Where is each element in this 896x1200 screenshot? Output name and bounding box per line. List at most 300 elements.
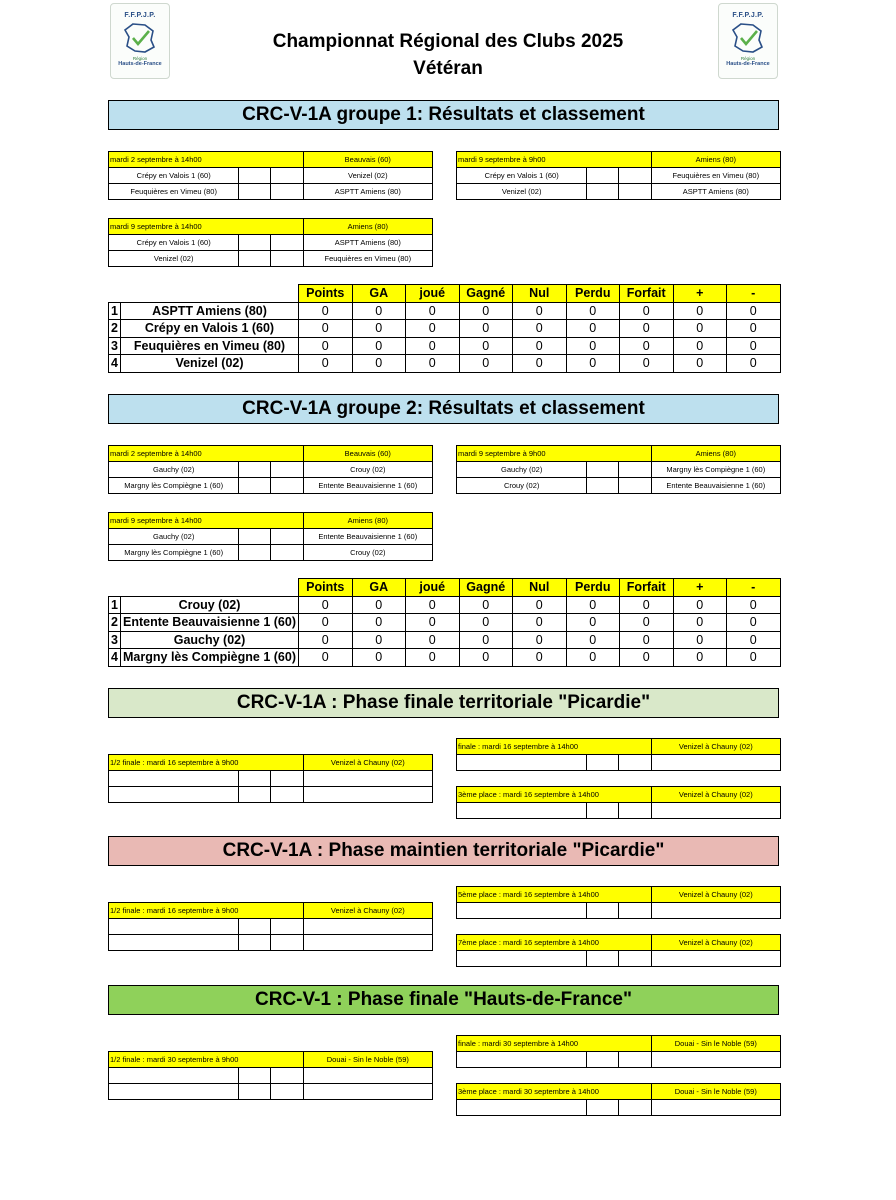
home-team: Gauchy (02) [109,462,239,478]
away-team: Entente Beauvaisienne 1 (60) [303,529,432,545]
home-team [457,803,587,819]
away-score-cell [271,462,303,478]
stat-value: 0 [299,596,353,614]
standings-row [109,596,781,614]
standings-column-header: Perdu [566,285,620,303]
match-table [456,445,781,494]
match-date: 1/2 finale : mardi 16 septembre à 9h00 [109,755,304,771]
away-team [651,803,780,819]
match-date: mardi 2 septembre à 14h00 [109,446,304,462]
match-row [109,235,433,251]
stat-value: 0 [620,649,674,667]
home-score-cell [239,529,271,545]
standings-column-header: Points [299,285,353,303]
match-date: 1/2 finale : mardi 30 septembre à 9h00 [109,1052,304,1068]
home-team [457,903,587,919]
home-team [109,935,239,951]
away-score-cell [271,771,303,787]
match-row [109,545,433,561]
home-score-cell [587,184,619,200]
away-team [303,1068,432,1084]
match-date: mardi 9 septembre à 14h00 [109,513,304,529]
stat-value: 0 [673,596,727,614]
stat-value: 0 [513,320,567,338]
match-date: finale : mardi 30 septembre à 14h00 [457,1036,652,1052]
rank: 4 [109,649,121,667]
match-row [109,184,433,200]
away-score-cell [619,462,651,478]
rank: 3 [109,631,121,649]
placement-match-table [456,1083,781,1116]
away-score-cell [619,755,651,771]
stat-value: 0 [513,649,567,667]
standings-column-header: GA [352,285,406,303]
match-venue: Venizel à Chauny (02) [303,755,432,771]
match-venue: Beauvais (60) [303,152,432,168]
team-name: Crépy en Valois 1 (60) [121,320,299,338]
away-score-cell [271,235,303,251]
stat-value: 0 [299,337,353,355]
stat-value: 0 [620,320,674,338]
stat-value: 0 [406,337,460,355]
rank: 2 [109,614,121,632]
stat-value: 0 [352,320,406,338]
logo-org: F.F.P.J.P. [124,12,156,19]
home-team: Margny lès Compiègne 1 (60) [109,478,239,494]
away-team: Crouy (02) [303,545,432,561]
stat-value: 0 [727,596,781,614]
home-score-cell [239,771,271,787]
rank: 2 [109,320,121,338]
match-row [109,529,433,545]
match-row [109,1068,433,1084]
stat-value: 0 [673,649,727,667]
home-score-cell [587,478,619,494]
stat-value: 0 [673,320,727,338]
match-header [457,152,781,168]
stat-value: 0 [673,355,727,373]
stat-value: 0 [459,302,513,320]
match-header [457,1036,781,1052]
stat-value: 0 [566,355,620,373]
stat-value: 0 [459,614,513,632]
away-team: Margny lès Compiègne 1 (60) [651,462,780,478]
stat-value: 0 [459,631,513,649]
home-score-cell [239,251,271,267]
stat-value: 0 [352,631,406,649]
rank: 4 [109,355,121,373]
away-score-cell [271,1084,303,1100]
blank-cell [109,285,299,303]
home-score-cell [239,1068,271,1084]
stat-value: 0 [513,614,567,632]
logo-region: Hauts-de-France [118,61,162,67]
standings-column-header: + [673,579,727,597]
away-score-cell [271,184,303,200]
standings-header [109,579,781,597]
stat-value: 0 [727,614,781,632]
match-venue: Amiens (80) [651,446,780,462]
stat-value: 0 [727,631,781,649]
placement-match-table [456,738,781,771]
stat-value: 0 [566,302,620,320]
match-venue: Venizel à Chauny (02) [651,887,780,903]
home-score-cell [239,168,271,184]
away-team: Feuquières en Vimeu (80) [303,251,432,267]
away-score-cell [271,251,303,267]
stat-value: 0 [299,614,353,632]
standings-column-header: Forfait [620,579,674,597]
team-name: Feuquières en Vimeu (80) [121,337,299,355]
match-venue: Amiens (80) [303,513,432,529]
stat-value: 0 [566,320,620,338]
home-team [457,755,587,771]
stat-value: 0 [406,320,460,338]
home-team: Gauchy (02) [457,462,587,478]
home-score-cell [239,462,271,478]
standings-column-header: Gagné [459,579,513,597]
match-row [109,919,433,935]
away-team: Crouy (02) [303,462,432,478]
stat-value: 0 [459,355,513,373]
match-date: mardi 9 septembre à 9h00 [457,152,652,168]
home-score-cell [587,951,619,967]
stat-value: 0 [513,355,567,373]
away-score-cell [619,951,651,967]
away-score-cell [271,787,303,803]
away-team: Entente Beauvaisienne 1 (60) [651,478,780,494]
away-score-cell [271,919,303,935]
home-score-cell [587,168,619,184]
team-name: Entente Beauvaisienne 1 (60) [121,614,299,632]
match-date: 5ème place : mardi 16 septembre à 14h00 [457,887,652,903]
away-team [651,1100,780,1116]
match-row [109,1084,433,1100]
logo-region-prefix: Région [132,56,148,61]
standings-column-header: Perdu [566,579,620,597]
blank-cell [109,579,299,597]
stat-value: 0 [352,596,406,614]
semifinal-table [108,754,433,803]
match-row [109,935,433,951]
stat-value: 0 [352,337,406,355]
away-score-cell [271,168,303,184]
stat-value: 0 [620,302,674,320]
standings-column-header: Forfait [620,285,674,303]
standings-column-header: - [727,579,781,597]
standings-header [109,285,781,303]
stat-value: 0 [620,596,674,614]
home-team: Crépy en Valois 1 (60) [457,168,587,184]
match-date: 3ème place : mardi 16 septembre à 14h00 [457,787,652,803]
away-team [651,951,780,967]
match-row [457,1100,781,1116]
stat-value: 0 [566,614,620,632]
stat-value: 0 [727,320,781,338]
match-venue: Venizel à Chauny (02) [651,935,780,951]
standings-column-header: Nul [513,285,567,303]
home-score-cell [239,1084,271,1100]
home-score-cell [239,478,271,494]
placement-match-table [456,886,781,919]
match-venue: Douai - Sin le Noble (59) [651,1084,780,1100]
away-score-cell [271,545,303,561]
away-team: Venizel (02) [303,168,432,184]
match-row [109,168,433,184]
standings-row [109,614,781,632]
away-team [303,771,432,787]
match-row [457,803,781,819]
standings-column-header: GA [352,579,406,597]
home-team: Feuquières en Vimeu (80) [109,184,239,200]
stat-value: 0 [620,631,674,649]
stat-value: 0 [459,320,513,338]
home-team [457,1100,587,1116]
stat-value: 0 [673,631,727,649]
away-score-cell [619,184,651,200]
home-score-cell [587,903,619,919]
team-name: Crouy (02) [121,596,299,614]
away-team [303,935,432,951]
phase-finale-hdf-banner: CRC-V-1 : Phase finale "Hauts-de-France" [108,985,779,1015]
stat-value: 0 [406,355,460,373]
match-header [109,513,433,529]
away-score-cell [619,478,651,494]
away-score-cell [619,903,651,919]
match-row [457,478,781,494]
home-team: Venizel (02) [457,184,587,200]
away-score-cell [619,1100,651,1116]
stat-value: 0 [299,355,353,373]
stat-value: 0 [299,631,353,649]
home-score-cell [239,935,271,951]
stat-value: 0 [406,596,460,614]
home-team [109,787,239,803]
away-team: ASPTT Amiens (80) [651,184,780,200]
match-header [109,755,433,771]
away-score-cell [271,529,303,545]
stat-value: 0 [459,596,513,614]
match-venue: Venizel à Chauny (02) [651,739,780,755]
stat-value: 0 [299,302,353,320]
home-team: Gauchy (02) [109,529,239,545]
match-date: 1/2 finale : mardi 16 septembre à 9h00 [109,903,304,919]
match-row [109,787,433,803]
stat-value: 0 [727,355,781,373]
away-score-cell [271,1068,303,1084]
home-team: Margny lès Compiègne 1 (60) [109,545,239,561]
match-header [457,887,781,903]
standings-column-header: Nul [513,579,567,597]
home-team [457,1052,587,1068]
match-table [108,218,433,267]
match-date: mardi 9 septembre à 9h00 [457,446,652,462]
stat-value: 0 [299,320,353,338]
home-team: Crouy (02) [457,478,587,494]
home-team [109,1068,239,1084]
stat-value: 0 [406,302,460,320]
stat-value: 0 [513,596,567,614]
home-team: Venizel (02) [109,251,239,267]
stat-value: 0 [406,614,460,632]
match-header [457,1084,781,1100]
match-header [457,446,781,462]
match-header [109,152,433,168]
match-row [457,951,781,967]
stat-value: 0 [566,596,620,614]
stat-value: 0 [459,649,513,667]
home-team [109,1084,239,1100]
home-score-cell [587,755,619,771]
standings-column-header: - [727,285,781,303]
match-row [109,462,433,478]
team-name: Margny lès Compiègne 1 (60) [121,649,299,667]
match-date: 3ème place : mardi 30 septembre à 14h00 [457,1084,652,1100]
standings-row [109,337,781,355]
match-header [109,446,433,462]
stat-value: 0 [406,649,460,667]
away-team: ASPTT Amiens (80) [303,184,432,200]
match-table [108,445,433,494]
home-score-cell [239,787,271,803]
stat-value: 0 [727,302,781,320]
group-2-banner: CRC-V-1A groupe 2: Résultats et classement [108,394,779,424]
placement-match-table [456,934,781,967]
match-row [457,903,781,919]
home-score-cell [239,235,271,251]
standings-column-header: + [673,285,727,303]
stat-value: 0 [673,302,727,320]
away-team [303,787,432,803]
match-venue: Douai - Sin le Noble (59) [303,1052,432,1068]
home-score-cell [587,1100,619,1116]
match-venue: Venizel à Chauny (02) [303,903,432,919]
logo-region-prefix: Région [740,56,756,61]
team-name: ASPTT Amiens (80) [121,302,299,320]
match-date: mardi 2 septembre à 14h00 [109,152,304,168]
match-header [109,1052,433,1068]
match-header [457,739,781,755]
standings-row [109,355,781,373]
match-venue: Amiens (80) [651,152,780,168]
home-score-cell [239,919,271,935]
page-title: Championnat Régional des Clubs 2025 [272,31,624,52]
away-score-cell [619,803,651,819]
match-row [457,462,781,478]
home-team [109,771,239,787]
stat-value: 0 [620,355,674,373]
away-team [303,919,432,935]
match-header [109,903,433,919]
placement-match-table [456,786,781,819]
match-header [457,787,781,803]
match-date: mardi 9 septembre à 14h00 [109,219,304,235]
home-team [457,951,587,967]
stat-value: 0 [673,337,727,355]
stat-value: 0 [352,614,406,632]
logo-region: Hauts-de-France [726,61,770,67]
match-date: finale : mardi 16 septembre à 14h00 [457,739,652,755]
home-score-cell [587,803,619,819]
match-venue: Beauvais (60) [303,446,432,462]
match-row [457,755,781,771]
stat-value: 0 [513,631,567,649]
home-score-cell [239,184,271,200]
home-score-cell [239,545,271,561]
rank: 3 [109,337,121,355]
stat-value: 0 [620,337,674,355]
match-header [457,935,781,951]
home-team [109,919,239,935]
stat-value: 0 [513,302,567,320]
page-subtitle: Vétéran [413,58,483,79]
stat-value: 0 [459,337,513,355]
standings-column-header: Gagné [459,285,513,303]
standings-row [109,302,781,320]
match-date: 7ème place : mardi 16 septembre à 14h00 [457,935,652,951]
stat-value: 0 [513,337,567,355]
standings-table [108,578,781,667]
home-score-cell [587,462,619,478]
away-score-cell [619,168,651,184]
match-row [109,771,433,787]
away-team [651,903,780,919]
phase-maintien-picardie-banner: CRC-V-1A : Phase maintien territoriale "Picardie" [108,836,779,866]
rank: 1 [109,596,121,614]
match-table [108,512,433,561]
semifinal-table [108,902,433,951]
away-score-cell [619,1052,651,1068]
stat-value: 0 [352,302,406,320]
match-row [457,168,781,184]
group-1-banner: CRC-V-1A groupe 1: Résultats et classement [108,100,779,130]
home-score-cell [587,1052,619,1068]
standings-row [109,649,781,667]
match-header [109,219,433,235]
home-team: Crépy en Valois 1 (60) [109,235,239,251]
match-row [457,1052,781,1068]
home-team: Crépy en Valois 1 (60) [109,168,239,184]
match-table [108,151,433,200]
stat-value: 0 [566,337,620,355]
stat-value: 0 [727,649,781,667]
standings-column-header: Points [299,579,353,597]
placement-match-table [456,1035,781,1068]
team-name: Venizel (02) [121,355,299,373]
stat-value: 0 [673,614,727,632]
match-venue: Amiens (80) [303,219,432,235]
stat-value: 0 [352,355,406,373]
away-score-cell [271,478,303,494]
stat-value: 0 [352,649,406,667]
team-name: Gauchy (02) [121,631,299,649]
stat-value: 0 [299,649,353,667]
away-team [651,755,780,771]
away-team: Feuquières en Vimeu (80) [651,168,780,184]
stat-value: 0 [406,631,460,649]
standings-table [108,284,781,373]
stat-value: 0 [727,337,781,355]
rank: 1 [109,302,121,320]
away-team: Entente Beauvaisienne 1 (60) [303,478,432,494]
standings-column-header: joué [406,579,460,597]
match-row [457,184,781,200]
stat-value: 0 [566,649,620,667]
away-team [303,1084,432,1100]
match-row [109,478,433,494]
away-team [651,1052,780,1068]
match-venue: Douai - Sin le Noble (59) [651,1036,780,1052]
